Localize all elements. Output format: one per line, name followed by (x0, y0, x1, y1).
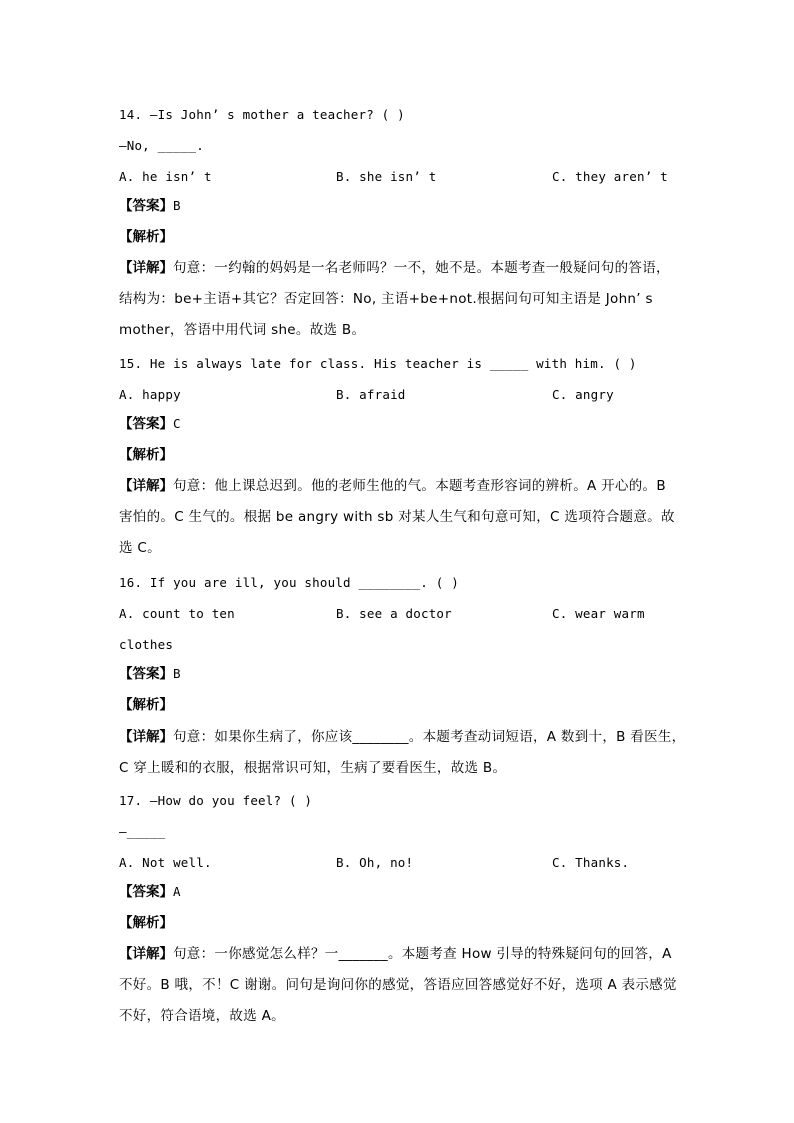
question-14-option-a: A. he isn’ t (119, 169, 212, 184)
question-16-stem: 16. If you are ill, you should ________. ( ) (119, 575, 459, 590)
answer-label: 【答案】 (119, 198, 173, 214)
detail-text: 句意：一你感觉怎么样？一_______。本题考查 How 引导的特殊疑问句的回答，A (173, 946, 672, 962)
question-16-detail-line-2: C 穿上暖和的衣服，根据常识可知，生病了要看医生，故选 B。 (119, 760, 507, 776)
question-14-stem-reply: —No, _____. (119, 138, 204, 153)
detail-text: 句意：一约翰的妈妈是一名老师吗？一不，她不是。本题考查一般疑问句的答语， (173, 260, 670, 276)
question-15-answer (119, 416, 181, 433)
detail-label: 【详解】 (119, 946, 173, 962)
answer-label: 【答案】 (119, 884, 173, 900)
question-14-detail-line-1 (119, 260, 670, 277)
question-15-option-b: B. afraid (336, 387, 406, 402)
detail-text: 句意：他上课总迟到。他的老师生他的气。本题考查形容词的辨析。A 开心的。B (173, 478, 666, 494)
question-16-analysis-label: 【解析】 (119, 697, 173, 713)
question-15-option-a: A. happy (119, 387, 181, 402)
detail-label: 【详解】 (119, 729, 173, 745)
answer-label: 【答案】 (119, 416, 173, 432)
question-15-stem: 15. He is always late for class. His teacher is _____ with him. ( ) (119, 356, 637, 371)
detail-label: 【详解】 (119, 260, 173, 276)
question-14-answer (119, 198, 181, 215)
answer-value: B (173, 666, 181, 681)
question-16-answer (119, 666, 181, 683)
question-16-detail-line-1 (119, 729, 685, 746)
question-16-option-c: C. wear warm (552, 606, 645, 621)
question-17-option-c: C. Thanks. (552, 855, 630, 870)
question-15-analysis-label: 【解析】 (119, 447, 173, 463)
question-15-option-c: C. angry (552, 387, 614, 402)
question-17-stem-reply: —_____ (119, 824, 166, 839)
question-15-detail-line-3: 选 C。 (119, 540, 161, 556)
answer-label: 【答案】 (119, 666, 173, 682)
question-14-detail-line-2: 结构为：be+主语+其它？否定回答：No, 主语+be+not.根据问句可知主语是 John’ s (119, 291, 653, 307)
question-14-option-c: C. they aren’ t (552, 169, 668, 184)
detail-text: 句意：如果你生病了，你应该________。本题考查动词短语，A 数到十，B 看医生， (173, 729, 686, 745)
question-17-option-b: B. Oh, no! (336, 855, 414, 870)
question-17-detail-line-3: 不好，符合语境，故选 A。 (119, 1008, 285, 1024)
detail-label: 【详解】 (119, 478, 173, 494)
question-14-detail-line-3: mother，答语中用代词 she。故选 B。 (119, 322, 366, 338)
question-14-stem: 14. —Is John’ s mother a teacher? ( ) (119, 107, 405, 122)
question-17-analysis-label: 【解析】 (119, 915, 173, 931)
question-15-detail-line-1 (119, 478, 666, 495)
question-17-stem: 17. —How do you feel? ( ) (119, 793, 313, 808)
question-16-option-a: A. count to ten (119, 606, 235, 621)
answer-value: A (173, 884, 181, 899)
question-17-answer (119, 884, 181, 901)
question-14-analysis-label: 【解析】 (119, 229, 173, 245)
question-14-option-b: B. she isn’ t (336, 169, 437, 184)
question-16-option-b: B. see a doctor (336, 606, 452, 621)
answer-value: C (173, 416, 181, 431)
question-17-detail-line-2: 不好。B 哦，不！C 谢谢。问句是询问你的感觉，答语应回答感觉好不好，选项 A 表示感觉 (119, 977, 677, 993)
answer-value: B (173, 198, 181, 213)
question-17-detail-line-1 (119, 946, 672, 963)
question-15-detail-line-2: 害怕的。C 生气的。根据 be angry with sb 对某人生气和句意可知，C 选项符合题意。故 (119, 509, 675, 525)
question-16-option-c-wrap: clothes (119, 637, 174, 652)
question-17-option-a: A. Not well. (119, 855, 212, 870)
